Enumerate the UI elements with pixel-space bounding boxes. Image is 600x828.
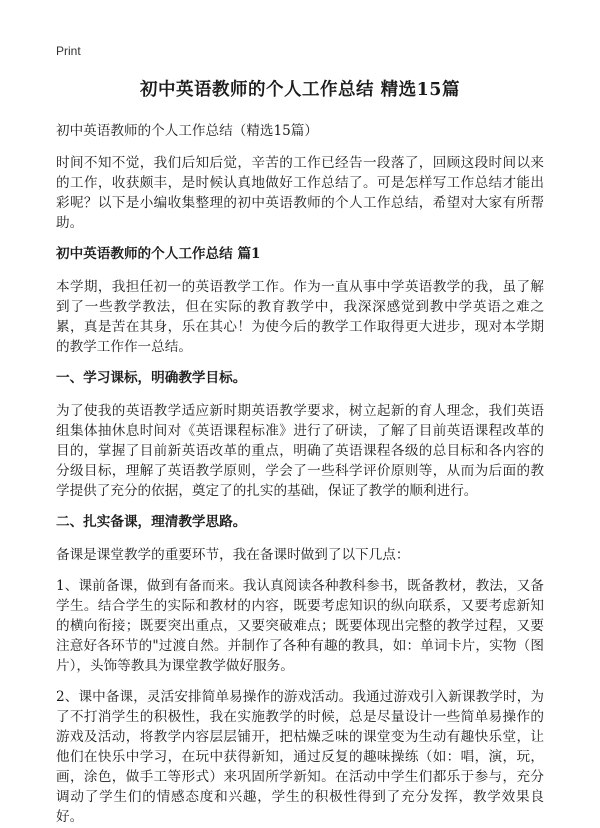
print-link[interactable]: Print: [56, 44, 81, 58]
paragraph-two: 备课是课堂教学的重要环节，我在备课时做到了以下几点：: [56, 547, 410, 563]
paragraph-one: 为了使我的英语教学适应新时期英语教学要求，树立起新的育人理念，我们英语组集体抽休息时间对《英语课程标准》进行了研读，了解了目前英语课程改革的目的，掌握了目前新英语改革的重点，明确了英语课程各级的总目标和各内容的分级目标，理解了英语教学原则，学会了一些科学评价原则等，从而为后面的教学提供了充分的依据，奠定了的扎实的基础，保证了教学的顺利进行。: [56, 403, 544, 499]
document-subtitle: 初中英语教师的个人工作总结（精选15篇）: [56, 123, 318, 139]
paragraph-three: 1、课前备课，做到有备而来。我认真阅读各种教科参书，既备教材，教法，又备学生。结合学生的实际和教材的内容，既要考虑知识的纵向联系，又要考虑新知的横向衔接；既要突出重点，又要突破难点；既要体现出完整的教学过程，又要注意好各环节的"过渡自然。并制作了各种有趣的教具，如：单词卡片，实物（图片），头饰等教具为课堂教学做好服务。: [56, 578, 544, 674]
intro-paragraph: 时间不知不觉，我们后知后觉，辛苦的工作已经告一段落了，回顾这段时间以来的工作，收获颇丰，是时候认真地做好工作总结了。可是怎样写工作总结才能出彩呢？以下是小编收集整理的初中英语教师的个人工作总结，希望对大家有所帮助。: [56, 155, 544, 231]
section-intro-paragraph: 本学期，我担任初一的英语教学工作。作为一直从事中学英语教学的我，虽了解到了一些教学教法，但在实际的教育教学中，我深深感觉到教中学英语之难之累，真是苦在其身，乐在其心！为使今后的教学工作取得更大进步，现对本学期的教学工作作一总结。: [56, 279, 544, 355]
heading-two: 二、扎实备课，理清教学思路。: [56, 514, 247, 530]
document-title: 初中英语教师的个人工作总结 精选15篇: [140, 80, 460, 100]
heading-one: 一、学习课标，明确教学目标。: [56, 370, 247, 386]
paragraph-four: 2、课中备课，灵活安排简单易操作的游戏活动。我通过游戏引入新课教学时，为了不打消学生的积极性，我在实施教学的时候，总是尽量设计一些简单易操作的游戏及活动，将教学内容层层铺开，把枯燥乏味的课堂变为生动有趣快乐堂，让他们在快乐中学习，在玩中获得新知，通过反复的趣味操练（如：唱，演，玩，画，涂色，做手工等形式）来巩固所学新知。在活动中学生们都乐于参与，充分调动了学生们的情感态度和兴趣，学生的积极性得到了充分发挥，教学效果良好。: [56, 689, 544, 825]
section-heading: 初中英语教师的个人工作总结 篇1: [56, 246, 261, 262]
